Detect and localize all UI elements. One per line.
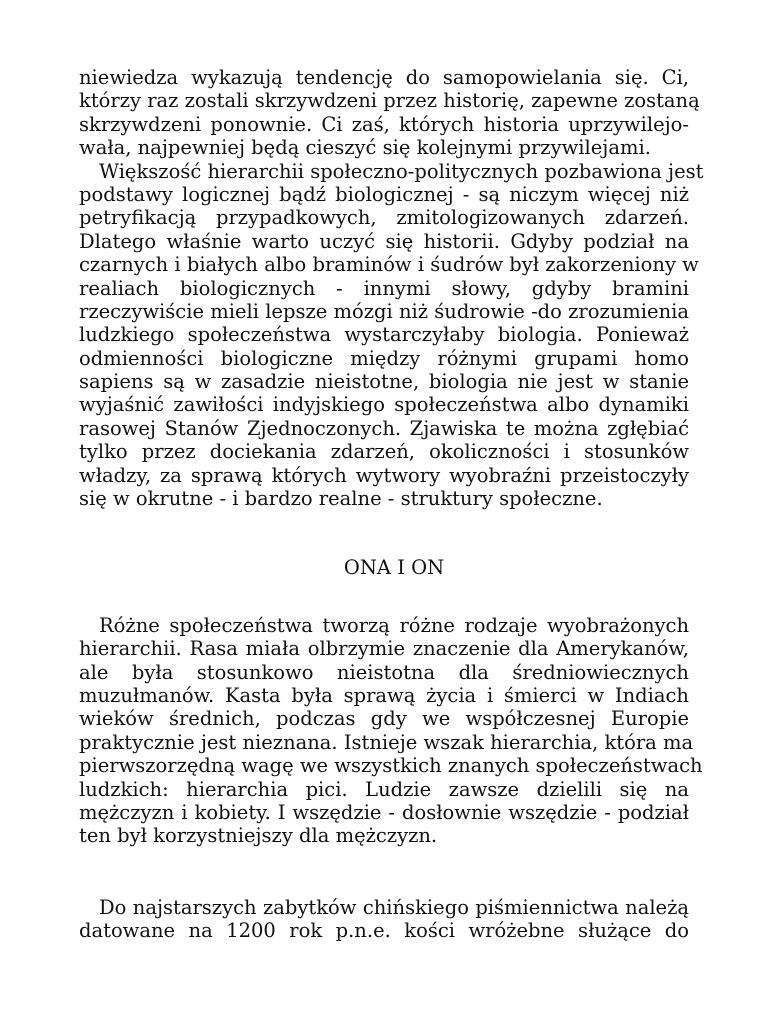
text-line: wała, najpewniej będą cieszyć się kolejnymi przywilejami. bbox=[79, 136, 651, 160]
section-spacer bbox=[79, 848, 689, 896]
section-heading: ONA I ON bbox=[343, 556, 445, 580]
text-line: rasowej Stanów Zjednoczonych. Zjawiska te można zgłębiać bbox=[79, 416, 689, 440]
text-line: wyjaśnić zawiłości indyjskiego społeczeństwa albo dynamiki bbox=[79, 393, 689, 417]
text-line: ludzkich: hierarchia pici. Ludzie zawsze dzielili się na bbox=[79, 777, 689, 801]
text-line: ten był korzystniejszy dla mężczyzn. bbox=[79, 824, 438, 848]
text-line: mężczyzn i kobiety. I wszędzie - dosłownie wszędzie - podział bbox=[79, 800, 689, 824]
paragraph-1 bbox=[79, 66, 700, 160]
text-line: praktycznie jest nieznana. Istnieje wszak hierarchia, która ma bbox=[79, 730, 694, 754]
text-line: ale była stosunkowo nieistotna dla średniowiecznych bbox=[79, 660, 689, 684]
paragraph-2 bbox=[79, 159, 704, 511]
text-line: ludzkiego społeczeństwa wystarczyłaby biologia. Ponieważ bbox=[79, 323, 689, 347]
text-line: muzułmanów. Kasta była sprawą życia i śmierci w Indiach bbox=[79, 683, 689, 707]
text-line: odmienności biologiczne między różnymi grupami homo bbox=[79, 346, 689, 370]
text-line: hierarchii. Rasa miała olbrzymie znaczenie dla Amerykanów, bbox=[79, 637, 689, 661]
text-line: Różne społeczeństwa tworzą różne rodzaje wyobrażonych bbox=[99, 613, 689, 637]
text-line: tylko przez dociekania zdarzeń, okoliczności i stosunków bbox=[79, 440, 689, 464]
text-line: realiach biologicznych - innymi słowy, gdyby bramini bbox=[79, 276, 689, 300]
text-line: niewiedza wykazują tendencję do samopowielania się. Ci, bbox=[79, 66, 689, 89]
text-line: czarnych i białych albo braminów i śudrów był zakorzeniony w bbox=[79, 253, 699, 277]
text-line: petryfikacją przypadkowych, zmitologizowanych zdarzeń. bbox=[79, 206, 689, 230]
text-line: się w okrutne - i bardzo realne - struktury społeczne. bbox=[79, 487, 603, 511]
text-line: władzy, za sprawą których wytwory wyobraźni przeistoczyły bbox=[79, 463, 689, 487]
text-line: wieków średnich, podczas gdy we współczesnej Europie bbox=[79, 707, 689, 731]
text-line: sapiens są w zasadzie nieistotne, biologia nie jest w stanie bbox=[79, 370, 689, 394]
text-line: podstawy logicznej bądź biologicznej - są niczym więcej niż bbox=[79, 182, 689, 206]
text-line: datowane na 1200 rok p.n.e. kości wróżebne służące do bbox=[79, 919, 689, 943]
paragraph-4 bbox=[79, 896, 689, 943]
text-line: Do najstarszych zabytków chińskiego piśmiennictwa należą bbox=[99, 895, 689, 919]
text-line: którzy raz zostali skrzywdzeni przez historię, zapewne zostaną bbox=[79, 89, 700, 113]
text-line: pierwszorzędną wagę we wszystkich znanych społeczeństwach bbox=[79, 754, 703, 778]
text-line: skrzywdzeni ponownie. Ci zaś, których historia uprzywilejo- bbox=[79, 112, 689, 136]
book-page bbox=[79, 66, 704, 943]
text-line: Dlatego właśnie warto uczyć się historii. Gdyby podział na bbox=[79, 229, 689, 253]
text-line: rzeczywiście mieli lepsze mózgi niż śudrowie -do zrozumienia bbox=[79, 299, 689, 323]
text-line: Większość hierarchii społeczno-politycznych pozbawiona jest bbox=[99, 159, 704, 183]
paragraph-3 bbox=[79, 613, 703, 848]
